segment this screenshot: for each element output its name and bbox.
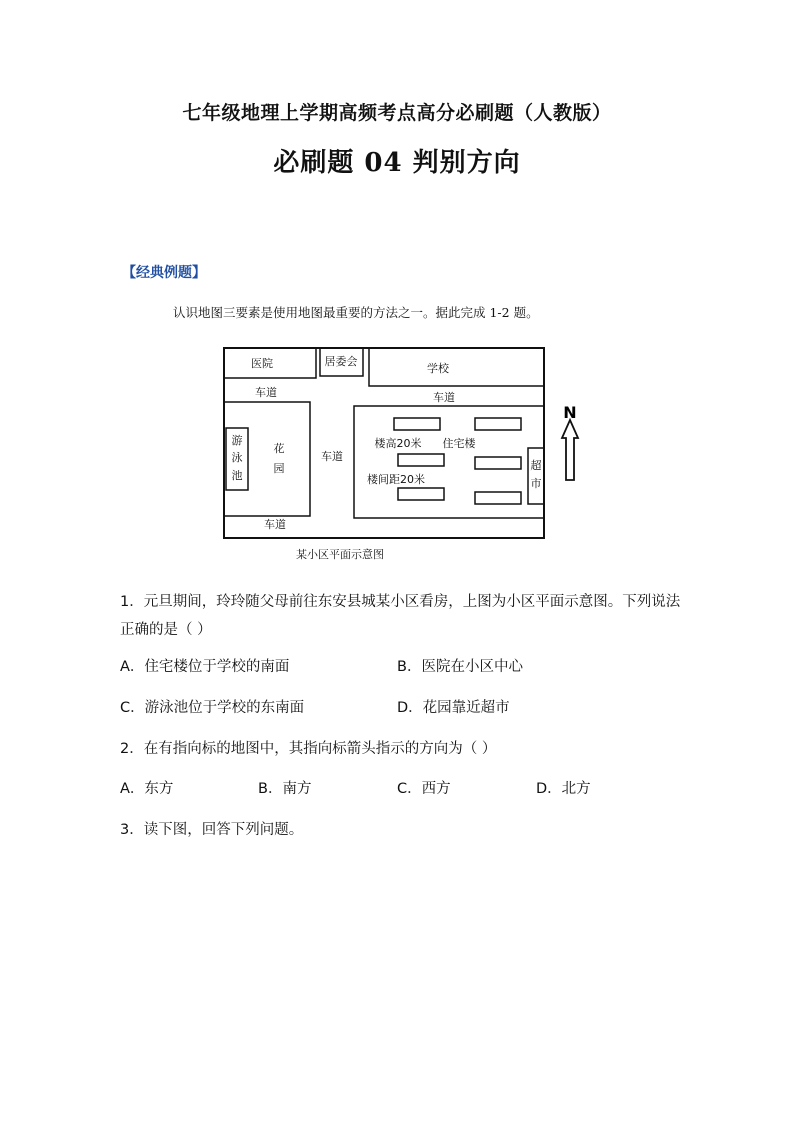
residential-building <box>475 418 521 430</box>
residential-building <box>475 457 521 469</box>
school-label: 学校 <box>427 362 449 375</box>
question-2-option-c: C．西方 <box>397 781 451 797</box>
residential-building <box>398 488 444 500</box>
supermarket-label-2: 市 <box>530 477 542 490</box>
road-label-bottom: 车道 <box>264 518 286 531</box>
question-1-option-d: D．花园靠近超市 <box>397 700 510 716</box>
residential-building <box>475 492 521 504</box>
intro-text: 认识地图三要素是使用地图最重要的方法之一。据此完成 1-2 题。 <box>173 305 539 320</box>
question-1-option-b: B．医院在小区中心 <box>397 659 523 675</box>
question-1-option-a: A．住宅楼位于学校的南面 <box>120 659 290 675</box>
pool-label-1: 游 <box>231 434 243 447</box>
road-label-mid: 车道 <box>433 391 455 404</box>
question-2-option-b: B．南方 <box>258 781 312 797</box>
residential-building <box>394 418 440 430</box>
north-arrow-icon <box>562 420 578 480</box>
road-label-top: 车道 <box>255 386 277 399</box>
school-block <box>369 348 544 386</box>
building-spacing-label: 楼间距20米 <box>367 473 425 486</box>
residential-building <box>398 454 444 466</box>
document-subtitle: 七年级地理上学期高频考点高分必刷题（人教版） <box>182 102 612 124</box>
pool-label-2: 泳 <box>231 451 243 464</box>
question-2-option-d: D．北方 <box>536 781 591 797</box>
north-letter: N <box>563 403 577 422</box>
garden-label-2: 园 <box>273 462 285 475</box>
question-3-stem: 3．读下图，回答下列问题。 <box>120 822 304 838</box>
question-2-stem: 2．在有指向标的地图中，其指向标箭头指示的方向为（ ） <box>120 741 497 757</box>
garden-label-1: 花 <box>273 442 285 455</box>
map-caption: 某小区平面示意图 <box>296 548 384 561</box>
community-map <box>218 340 598 566</box>
question-1-stem: 1．元旦期间，玲玲随父母前往东安县城某小区看房，上图为小区平面示意图。下列说法正确的是（ ） <box>120 594 681 638</box>
pool-label-3: 池 <box>231 469 243 482</box>
residential-label: 住宅楼 <box>442 437 476 450</box>
section-label: 【经典例题】 <box>122 265 206 281</box>
committee-label: 居委会 <box>324 355 358 368</box>
building-height-label: 楼高20米 <box>374 437 422 450</box>
document-title: 必刷题 04 判别方向 <box>273 148 521 178</box>
residential-area <box>354 406 544 518</box>
question-1-option-c: C．游泳池位于学校的东南面 <box>120 700 305 716</box>
supermarket-label-1: 超 <box>530 459 542 472</box>
hospital-label: 医院 <box>251 357 273 370</box>
road-label-center: 车道 <box>321 450 343 463</box>
supermarket-block <box>528 448 544 504</box>
question-2-option-a: A．东方 <box>120 781 174 797</box>
